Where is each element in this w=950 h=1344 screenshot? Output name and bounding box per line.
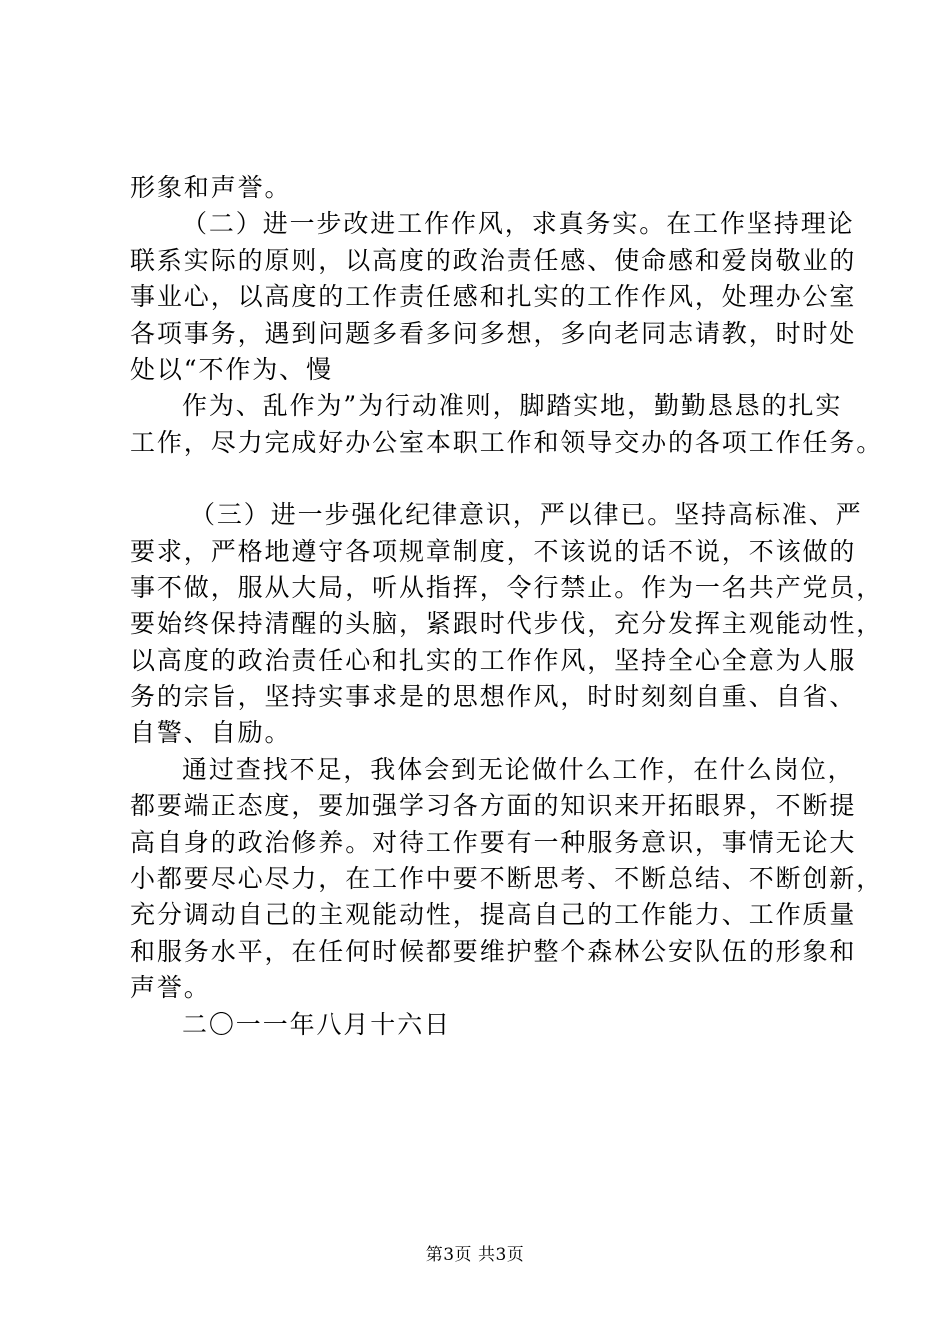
text-line: 形象和声誉。 — [130, 173, 292, 202]
page-footer: 第3页 共3页 — [425, 1245, 525, 1265]
text-line: 自警、自励。 — [130, 718, 292, 748]
paragraph-gap — [130, 461, 850, 497]
paragraph-heading-3: （三）进一步强化纪律意识，严以律已。坚持高标准、严 — [190, 500, 863, 530]
text-line: 务的宗旨，坚持实事求是的思想作风，时时刻刻自重、自省、 — [130, 682, 857, 712]
paragraph-heading-2: （二）进一步改进工作作风，求真务实。在工作坚持理论 — [182, 209, 855, 239]
text-line: 小都要尽心尽力，在工作中要不断思考、不断总结、不断创新， — [130, 864, 884, 894]
text-line: 工作，尽力完成好办公室本职工作和领导交办的各项工作任务。 — [130, 427, 884, 457]
text-line: 以高度的政治责任心和扎实的工作作风，坚持全心全意为人服 — [130, 645, 857, 675]
text-line: 都要端正态度，要加强学习各方面的知识来开拓眼界，不断提 — [130, 791, 857, 821]
text-line: 充分调动自己的主观能动性，提高自己的工作能力、工作质量 — [130, 900, 857, 930]
text-line: 要始终保持清醒的头脑，紧跟时代步伐，充分发挥主观能动性， — [130, 609, 884, 639]
text-line: 处以“不作为、慢 — [130, 354, 333, 384]
text-line: 和服务水平，在任何时候都要维护整个森林公安队伍的形象和 — [130, 936, 857, 966]
text-line: 事不做，服从大局，听从指挥，令行禁止。作为一名共产党员， — [130, 572, 884, 602]
text-line: 声誉。 — [130, 973, 211, 1003]
document-date: 二〇一一年八月十六日 — [182, 1009, 452, 1039]
paragraph-conclusion: 通过查找不足，我体会到无论做什么工作，在什么岗位， — [182, 754, 855, 784]
text-line: 高自身的政治修养。对待工作要有一种服务意识，事情无论大 — [130, 827, 857, 857]
document-body — [130, 170, 884, 1043]
text-line: 各项事务，遇到问题多看多问多想，多向老同志请教，时时处 — [130, 318, 857, 348]
text-line: 作为、乱作为”为行动准则，脚踏实地，勤勤恳恳的扎实 — [182, 391, 843, 421]
text-line: 要求，严格地遵守各项规章制度，不该说的话不说，不该做的 — [130, 536, 857, 566]
text-line: 事业心，以高度的工作责任感和扎实的工作作风，处理办公室 — [130, 282, 857, 312]
text-line: 联系实际的原则，以高度的政治责任感、使命感和爱岗敬业的 — [130, 245, 857, 275]
